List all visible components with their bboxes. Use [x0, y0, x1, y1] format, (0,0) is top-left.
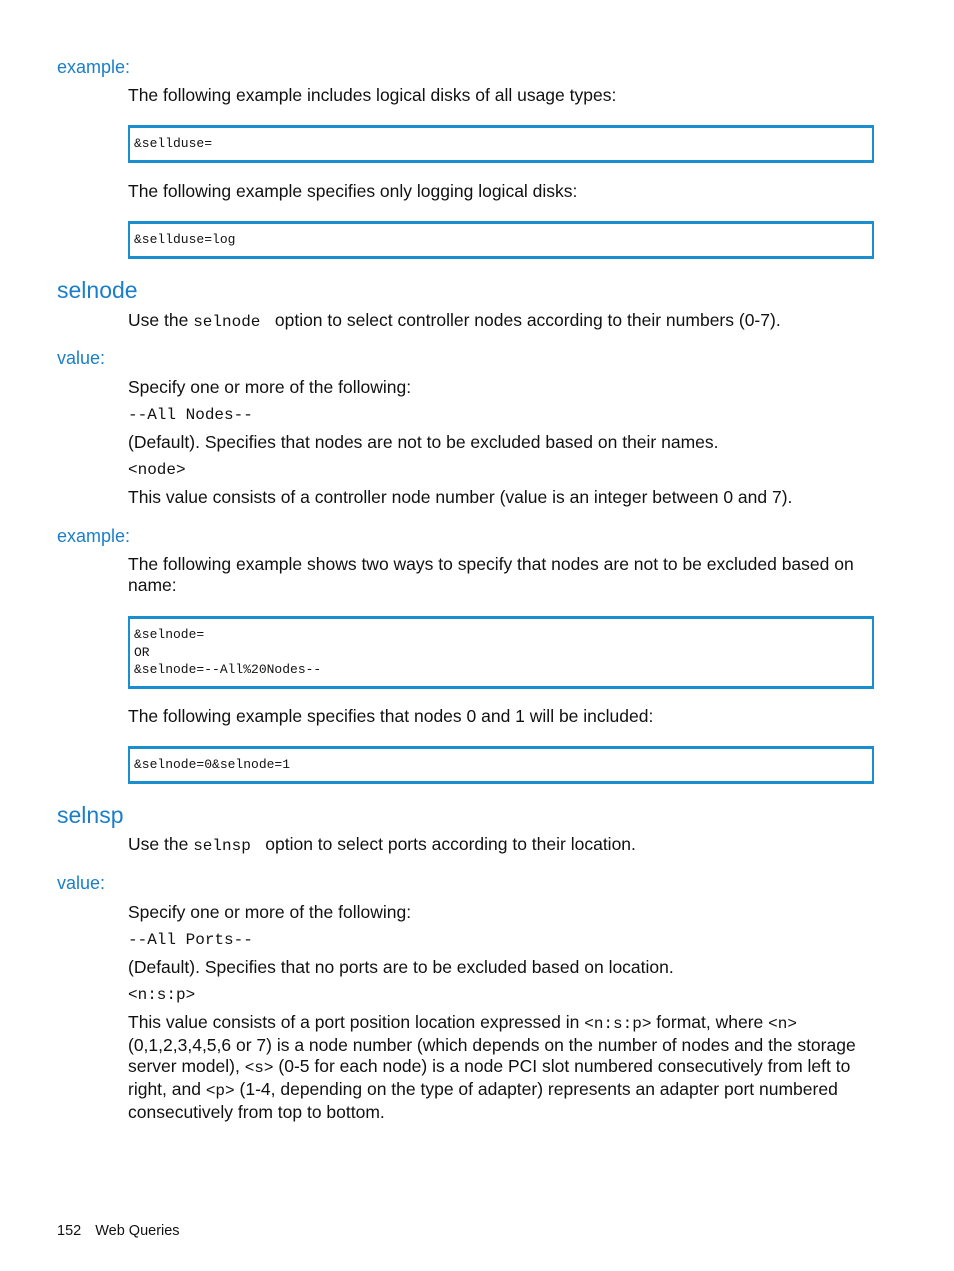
code-line: &selnode=: [134, 627, 205, 642]
nsp-desc-code: <p>: [205, 1082, 235, 1100]
value-2-option-all-ports-desc: (Default). Specifies that no ports are to be excluded based on location.: [128, 957, 674, 977]
nsp-desc-text: (0,1,2,3,4,5,6 or 7) is a node number (which depends on the number of nodes and the storage server model),: [128, 1035, 856, 1076]
example-2-text: The following example shows two ways to specify that nodes are not to be excluded based on name:: [128, 554, 854, 595]
selnode-desc-post: option to select controller nodes according to their numbers (0-7).: [270, 310, 781, 330]
example-1-text: The following example includes logical disks of all usage types:: [128, 85, 617, 105]
nsp-desc-text: (0-5 for each node) is a node PCI slot numbered consecutively from left to right, and: [128, 1056, 851, 1099]
value-2-option-nsp-desc: [128, 1012, 870, 1123]
nsp-desc-code: <n>: [768, 1015, 797, 1033]
value-1-option-node: <node>: [128, 461, 186, 479]
selnsp-description: [128, 834, 868, 857]
code-block-3: [128, 616, 874, 689]
nsp-desc-text: (1-4, depending on the type of adapter) represents an adapter port numbered consecutively from top to bottom.: [128, 1079, 838, 1122]
nsp-desc-code: <s>: [244, 1059, 274, 1077]
example-1b-text: The following example specifies only logging logical disks:: [128, 181, 578, 201]
example-2b-text: The following example specifies that nodes 0 and 1 will be included:: [128, 706, 654, 726]
code-block-2: [128, 221, 874, 259]
nsp-desc-text: format, where: [651, 1012, 769, 1032]
selnsp-heading: selnsp: [57, 802, 124, 828]
code-line: OR: [134, 644, 150, 660]
value-2-option-nsp: <n:s:p>: [128, 986, 196, 1004]
value-2-option-all-ports: --All Ports--: [128, 931, 253, 949]
selnsp-code: selnsp: [193, 837, 261, 855]
code-line: &selnode=0&selnode=1: [134, 757, 291, 772]
selnode-heading: selnode: [57, 277, 138, 303]
code-line: &selnode=--All%20Nodes--: [134, 662, 322, 677]
selnode-code: selnode: [193, 313, 270, 331]
value-1-option-all-nodes-desc: (Default). Specifies that nodes are not to be excluded based on their names.: [128, 432, 719, 452]
page-number: 152: [57, 1223, 82, 1239]
value-1-intro: Specify one or more of the following:: [128, 377, 412, 397]
value-heading-1: value:: [57, 348, 106, 368]
value-1-option-all-nodes: --All Nodes--: [128, 406, 253, 424]
example-heading-2: example:: [57, 526, 131, 546]
code-line: &sellduse=: [134, 136, 213, 151]
selnode-desc-pre: Use the: [128, 310, 194, 330]
page-footer: [57, 1222, 180, 1240]
example-heading-1: example:: [57, 57, 131, 77]
selnode-description: [128, 310, 868, 333]
nsp-desc-code: <n:s:p>: [584, 1015, 652, 1033]
selnsp-desc-post: option to select ports according to their location.: [260, 834, 636, 854]
value-1-option-node-desc: This value consists of a controller node number (value is an integer between 0 and 7).: [128, 487, 793, 507]
value-heading-2: value:: [57, 873, 106, 893]
code-block-4: [128, 746, 874, 784]
value-2-intro: Specify one or more of the following:: [128, 902, 412, 922]
nsp-desc-text: This value consists of a port position location expressed in: [128, 1012, 585, 1032]
footer-section-title: Web Queries: [95, 1223, 180, 1239]
code-line: &sellduse=log: [134, 232, 236, 247]
code-block-1: [128, 125, 874, 163]
selnsp-desc-pre: Use the: [128, 834, 194, 854]
